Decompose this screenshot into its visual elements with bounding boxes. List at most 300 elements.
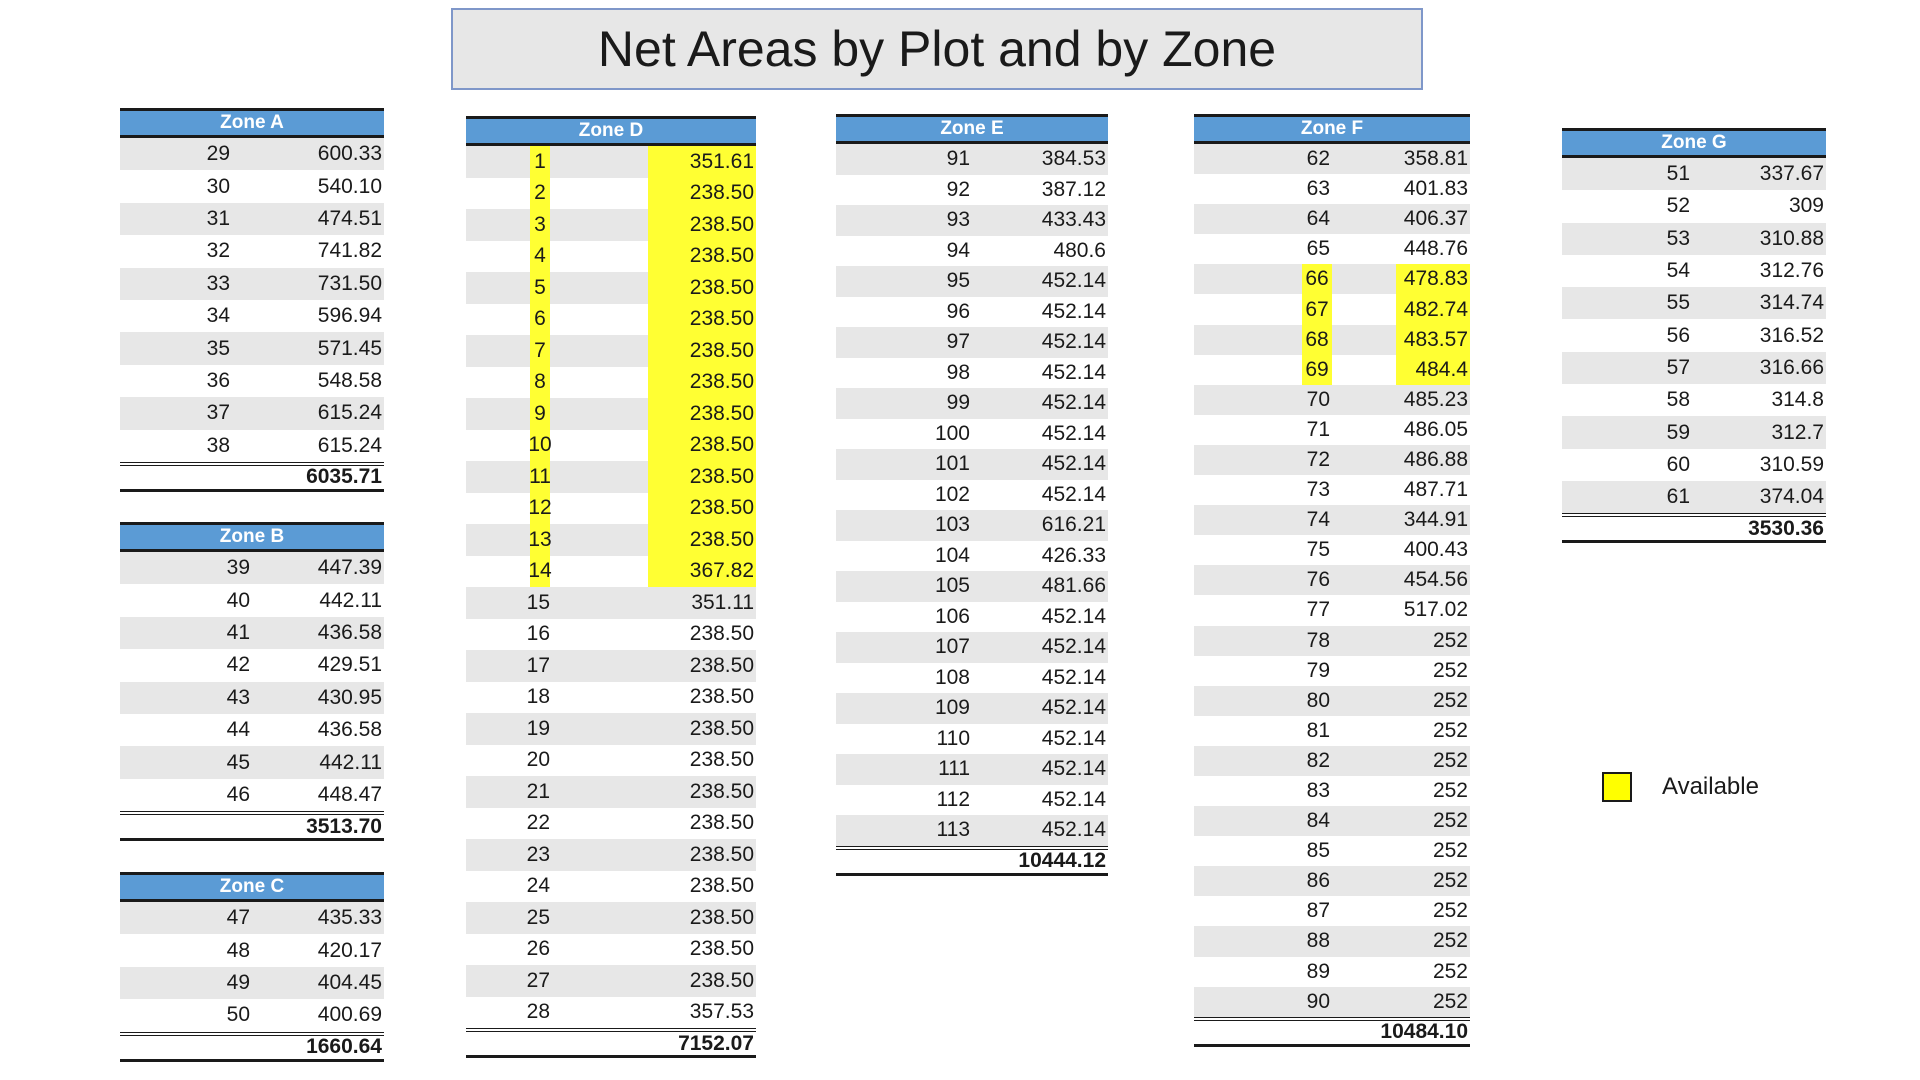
plot-number: 4: [530, 241, 550, 273]
table-row: [1194, 475, 1470, 505]
table-row: [836, 602, 1108, 633]
net-area: 452.14: [1041, 482, 1106, 506]
net-area: 238.50: [689, 716, 754, 740]
zone-total: 1660.64: [120, 1032, 384, 1062]
table-row: [1194, 234, 1470, 264]
net-area: 741.82: [317, 239, 382, 263]
zone-d-table: [466, 116, 756, 1058]
table-row: [1194, 355, 1470, 385]
net-area: 436.58: [317, 620, 382, 644]
zone-rows: [1194, 144, 1470, 1017]
net-area: 238.50: [689, 622, 754, 646]
plot-number: 49: [226, 970, 250, 994]
table-row: [120, 967, 384, 999]
net-area: 433.43: [1041, 208, 1106, 232]
plot-number: 13: [530, 524, 550, 556]
table-row: [836, 510, 1108, 541]
plot-number: 76: [1306, 568, 1330, 592]
plot-number: 62: [1306, 147, 1330, 171]
table-row: [836, 449, 1108, 480]
net-area: 314.74: [1759, 291, 1824, 315]
plot-number: 109: [934, 696, 970, 720]
net-area: 452.14: [1041, 818, 1106, 842]
plot-number: 38: [206, 433, 230, 457]
plot-number: 82: [1306, 748, 1330, 772]
table-row: [1194, 957, 1470, 987]
table-row: [466, 902, 756, 934]
plot-number: 56: [1666, 323, 1690, 347]
table-row: [836, 236, 1108, 267]
table-row: [466, 682, 756, 714]
table-row: [836, 754, 1108, 785]
net-area: 238.50: [648, 430, 756, 462]
table-row: [466, 556, 756, 588]
plot-number: 52: [1666, 194, 1690, 218]
zone-total: 10484.10: [1194, 1017, 1470, 1047]
plot-number: 16: [526, 622, 550, 646]
table-row: [120, 682, 384, 714]
plot-number: 69: [1302, 355, 1332, 385]
table-row: [836, 632, 1108, 663]
zone-rows: [120, 138, 384, 462]
table-row: [120, 138, 384, 170]
net-area: 442.11: [319, 588, 382, 612]
table-row: [466, 587, 756, 619]
net-area: 615.24: [317, 433, 382, 457]
plot-number: 99: [946, 391, 970, 415]
net-area: 238.50: [648, 178, 756, 210]
plot-number: 51: [1666, 162, 1690, 186]
net-area: 238.50: [689, 811, 754, 835]
table-row: [836, 144, 1108, 175]
table-row: [1194, 174, 1470, 204]
table-row: [1194, 626, 1470, 656]
plot-number: 18: [526, 685, 550, 709]
plot-number: 17: [526, 653, 550, 677]
table-row: [120, 617, 384, 649]
plot-number: 85: [1306, 839, 1330, 863]
table-row: [1562, 449, 1826, 481]
net-area: 452.14: [1041, 787, 1106, 811]
table-row: [1194, 204, 1470, 234]
table-row: [120, 552, 384, 584]
zone-header: Zone E: [836, 114, 1108, 144]
net-area: 596.94: [317, 304, 382, 328]
net-area: 452.14: [1041, 726, 1106, 750]
table-row: [466, 745, 756, 777]
plot-number: 111: [938, 757, 970, 781]
net-area: 481.66: [1041, 574, 1106, 598]
plot-number: 37: [206, 401, 230, 425]
table-row: [1562, 416, 1826, 448]
net-area: 252: [1432, 959, 1468, 983]
net-area: 452.14: [1041, 452, 1106, 476]
plot-number: 94: [946, 238, 970, 262]
plot-number: 58: [1666, 388, 1690, 412]
zone-header: Zone C: [120, 872, 384, 902]
net-area: 367.82: [648, 556, 756, 588]
net-area: 517.02: [1403, 598, 1468, 622]
table-row: [1194, 325, 1470, 355]
plot-number: 44: [226, 718, 250, 742]
net-area: 314.8: [1771, 388, 1824, 412]
zone-rows: [1562, 158, 1826, 513]
net-area: 238.50: [648, 209, 756, 241]
zone-rows: [836, 144, 1108, 846]
zone-header: Zone B: [120, 522, 384, 552]
net-area: 387.12: [1041, 177, 1106, 201]
table-row: [1194, 926, 1470, 956]
net-area: 344.91: [1403, 508, 1468, 532]
plot-number: 84: [1306, 809, 1330, 833]
plot-number: 70: [1306, 387, 1330, 411]
table-row: [466, 461, 756, 493]
plot-number: 90: [1306, 989, 1330, 1013]
net-area: 351.11: [691, 590, 754, 614]
net-area: 238.50: [689, 748, 754, 772]
plot-number: 50: [226, 1003, 250, 1027]
plot-number: 10: [530, 430, 550, 462]
net-area: 487.71: [1403, 478, 1468, 502]
zone-header: Zone A: [120, 108, 384, 138]
table-row: [1194, 987, 1470, 1017]
plot-number: 12: [530, 493, 550, 525]
net-area: 452.14: [1041, 391, 1106, 415]
plot-number: 92: [946, 177, 970, 201]
plot-number: 71: [1306, 417, 1330, 441]
plot-number: 107: [934, 635, 970, 659]
plot-number: 101: [934, 452, 970, 476]
plot-number: 65: [1306, 237, 1330, 261]
net-area: 482.74: [1396, 294, 1470, 324]
plot-number: 2: [530, 178, 550, 210]
net-area: 452.14: [1041, 757, 1106, 781]
net-area: 483.57: [1396, 325, 1470, 355]
table-row: [1194, 866, 1470, 896]
plot-number: 22: [526, 811, 550, 835]
table-row: [120, 934, 384, 966]
plot-number: 30: [206, 174, 230, 198]
table-row: [1562, 223, 1826, 255]
plot-number: 25: [526, 905, 550, 929]
table-row: [466, 650, 756, 682]
table-row: [466, 619, 756, 651]
plot-number: 59: [1666, 420, 1690, 444]
zone-header: Zone F: [1194, 114, 1470, 144]
plot-number: 29: [206, 142, 230, 166]
net-area: 548.58: [317, 368, 382, 392]
plot-number: 54: [1666, 259, 1690, 283]
plot-number: 64: [1306, 207, 1330, 231]
plot-number: 6: [530, 304, 550, 336]
table-row: [466, 209, 756, 241]
plot-number: 55: [1666, 291, 1690, 315]
net-area: 429.51: [317, 653, 382, 677]
net-area: 478.83: [1396, 264, 1470, 294]
table-row: [120, 235, 384, 267]
table-row: [1562, 481, 1826, 513]
net-area: 452.14: [1041, 696, 1106, 720]
net-area: 452.14: [1041, 360, 1106, 384]
table-row: [1194, 896, 1470, 926]
net-area: 238.50: [648, 367, 756, 399]
net-area: 252: [1432, 839, 1468, 863]
zone-total: 7152.07: [466, 1028, 756, 1058]
table-row: [1562, 352, 1826, 384]
plot-number: 68: [1302, 325, 1332, 355]
table-row: [836, 266, 1108, 297]
table-row: [836, 419, 1108, 450]
table-row: [120, 714, 384, 746]
table-row: [120, 365, 384, 397]
table-row: [836, 571, 1108, 602]
zone-total: 3513.70: [120, 811, 384, 841]
table-row: [466, 146, 756, 178]
net-area: 731.50: [317, 271, 382, 295]
net-area: 309: [1788, 194, 1824, 218]
zone-header: Zone G: [1562, 128, 1826, 158]
plot-number: 89: [1306, 959, 1330, 983]
table-row: [120, 268, 384, 300]
net-area: 310.59: [1759, 452, 1824, 476]
net-area: 374.04: [1759, 485, 1824, 509]
table-row: [120, 746, 384, 778]
table-row: [836, 663, 1108, 694]
table-row: [466, 398, 756, 430]
table-row: [120, 430, 384, 462]
plot-number: 11: [530, 461, 550, 493]
net-area: 384.53: [1041, 147, 1106, 171]
net-area: 430.95: [317, 685, 382, 709]
zone-rows: [120, 552, 384, 811]
table-row: [1562, 190, 1826, 222]
plot-number: 20: [526, 748, 550, 772]
table-row: [836, 297, 1108, 328]
table-row: [120, 170, 384, 202]
net-area: 238.50: [689, 937, 754, 961]
zone-b-table: [120, 522, 384, 841]
net-area: 452.14: [1041, 635, 1106, 659]
net-area: 486.05: [1403, 417, 1468, 441]
plot-number: 75: [1306, 538, 1330, 562]
table-row: [1194, 505, 1470, 535]
plot-number: 106: [934, 604, 970, 628]
plot-number: 66: [1302, 264, 1332, 294]
net-area: 448.47: [317, 782, 382, 806]
plot-number: 88: [1306, 929, 1330, 953]
table-row: [466, 997, 756, 1029]
net-area: 400.69: [317, 1003, 382, 1027]
net-area: 615.24: [317, 401, 382, 425]
table-row: [466, 965, 756, 997]
net-area: 238.50: [648, 241, 756, 273]
plot-number: 74: [1306, 508, 1330, 532]
plot-number: 105: [934, 574, 970, 598]
net-area: 616.21: [1041, 513, 1106, 537]
net-area: 310.88: [1759, 226, 1824, 250]
net-area: 238.50: [648, 461, 756, 493]
table-row: [120, 332, 384, 364]
table-row: [1194, 836, 1470, 866]
table-row: [466, 524, 756, 556]
zone-g-table: [1562, 128, 1826, 543]
net-area: 600.33: [317, 142, 382, 166]
net-area: 252: [1432, 929, 1468, 953]
table-row: [1194, 806, 1470, 836]
table-row: [1194, 716, 1470, 746]
plot-number: 72: [1306, 447, 1330, 471]
table-row: [466, 493, 756, 525]
net-area: 238.50: [689, 968, 754, 992]
plot-number: 93: [946, 208, 970, 232]
net-area: 448.76: [1403, 237, 1468, 261]
zone-total: 10444.12: [836, 846, 1108, 876]
net-area: 238.50: [648, 524, 756, 556]
net-area: 452.14: [1041, 604, 1106, 628]
table-row: [466, 335, 756, 367]
table-row: [1562, 158, 1826, 190]
plot-number: 45: [226, 750, 250, 774]
plot-number: 91: [946, 147, 970, 171]
net-area: 252: [1432, 748, 1468, 772]
net-area: 400.43: [1403, 538, 1468, 562]
net-area: 238.50: [689, 779, 754, 803]
plot-number: 1: [530, 146, 550, 178]
table-row: [120, 203, 384, 235]
plot-number: 35: [206, 336, 230, 360]
net-area: 252: [1432, 658, 1468, 682]
plot-number: 57: [1666, 355, 1690, 379]
plot-number: 41: [226, 620, 250, 644]
plot-number: 5: [530, 272, 550, 304]
net-area: 540.10: [317, 174, 382, 198]
plot-number: 78: [1306, 628, 1330, 652]
net-area: 252: [1432, 809, 1468, 833]
table-row: [466, 871, 756, 903]
plot-number: 67: [1302, 294, 1332, 324]
plot-number: 46: [226, 782, 250, 806]
net-area: 238.50: [648, 304, 756, 336]
plot-number: 27: [526, 968, 550, 992]
table-row: [836, 541, 1108, 572]
plot-number: 77: [1306, 598, 1330, 622]
table-row: [466, 272, 756, 304]
table-row: [1194, 686, 1470, 716]
plot-number: 103: [934, 513, 970, 537]
plot-number: 112: [936, 787, 970, 811]
table-row: [1194, 264, 1470, 294]
net-area: 404.45: [317, 970, 382, 994]
table-row: [836, 205, 1108, 236]
plot-number: 34: [206, 304, 230, 328]
net-area: 571.45: [317, 336, 382, 360]
plot-number: 7: [530, 335, 550, 367]
table-row: [1194, 595, 1470, 625]
table-row: [1194, 656, 1470, 686]
plot-number: 61: [1666, 485, 1690, 509]
zone-total: 3530.36: [1562, 513, 1826, 543]
net-area: 452.14: [1041, 299, 1106, 323]
net-area: 442.11: [319, 750, 382, 774]
plot-number: 60: [1666, 452, 1690, 476]
plot-number: 104: [934, 543, 970, 567]
net-area: 252: [1432, 869, 1468, 893]
table-row: [466, 304, 756, 336]
table-row: [1194, 385, 1470, 415]
net-area: 238.50: [689, 905, 754, 929]
zone-rows: [120, 902, 384, 1032]
yellow-square-icon: [1602, 772, 1632, 802]
plot-number: 3: [530, 209, 550, 241]
table-row: [120, 779, 384, 811]
zone-f-table: [1194, 114, 1470, 1047]
net-area: 252: [1432, 688, 1468, 712]
plot-number: 63: [1306, 177, 1330, 201]
table-row: [1194, 565, 1470, 595]
table-row: [120, 649, 384, 681]
net-area: 447.39: [317, 556, 382, 580]
plot-number: 36: [206, 368, 230, 392]
net-area: 436.58: [317, 718, 382, 742]
table-row: [466, 934, 756, 966]
zone-total: 6035.71: [120, 462, 384, 492]
plot-number: 21: [526, 779, 550, 803]
plot-number: 19: [526, 716, 550, 740]
net-area: 351.61: [648, 146, 756, 178]
plot-number: 113: [936, 818, 970, 842]
table-row: [466, 430, 756, 462]
net-area: 486.88: [1403, 447, 1468, 471]
table-row: [836, 175, 1108, 206]
plot-number: 23: [526, 842, 550, 866]
net-area: 316.52: [1759, 323, 1824, 347]
plot-number: 73: [1306, 478, 1330, 502]
table-row: [1194, 415, 1470, 445]
net-area: 238.50: [648, 272, 756, 304]
net-area: 426.33: [1041, 543, 1106, 567]
plot-number: 9: [530, 398, 550, 430]
table-row: [836, 693, 1108, 724]
plot-number: 83: [1306, 779, 1330, 803]
table-row: [466, 367, 756, 399]
net-area: 358.81: [1403, 147, 1468, 171]
net-area: 238.50: [689, 874, 754, 898]
plot-number: 102: [934, 482, 970, 506]
table-row: [1562, 255, 1826, 287]
net-area: 238.50: [689, 653, 754, 677]
net-area: 252: [1432, 628, 1468, 652]
plot-number: 24: [526, 874, 550, 898]
plot-number: 39: [226, 556, 250, 580]
plot-number: 108: [934, 665, 970, 689]
plot-number: 15: [526, 590, 550, 614]
table-row: [836, 785, 1108, 816]
plot-number: 47: [226, 906, 250, 930]
plot-number: 53: [1666, 226, 1690, 250]
zone-a-table: [120, 108, 384, 492]
plot-number: 100: [934, 421, 970, 445]
plot-number: 110: [936, 726, 970, 750]
zone-c-table: [120, 872, 384, 1062]
table-row: [1194, 144, 1470, 174]
net-area: 474.51: [317, 206, 382, 230]
table-row: [836, 724, 1108, 755]
table-row: [120, 999, 384, 1031]
table-row: [1194, 535, 1470, 565]
zone-e-table: [836, 114, 1108, 876]
plot-number: 95: [946, 269, 970, 293]
plot-number: 97: [946, 330, 970, 354]
